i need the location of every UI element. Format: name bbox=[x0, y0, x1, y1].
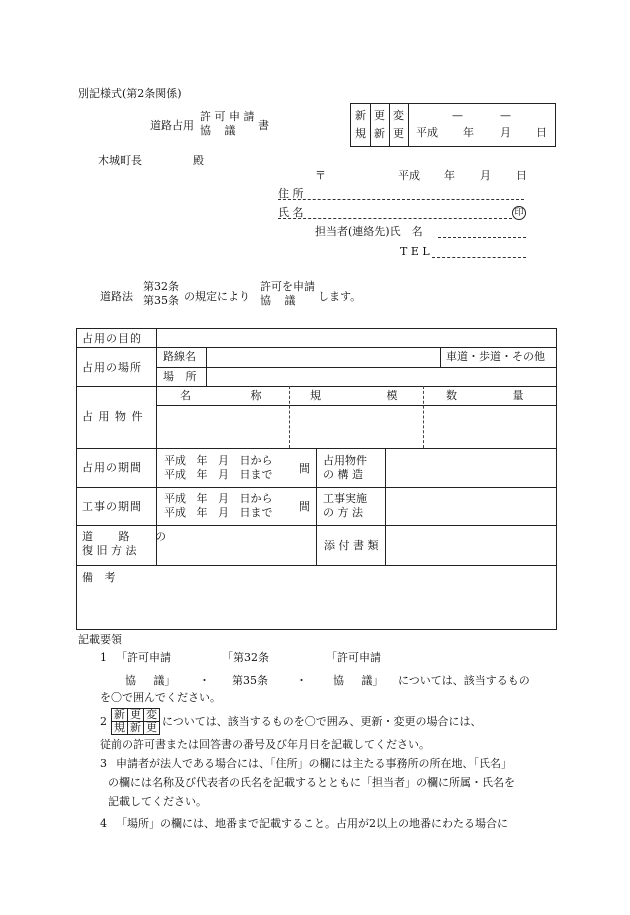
name-field[interactable] bbox=[278, 218, 512, 219]
col-scale-header: 規 模 bbox=[310, 389, 398, 402]
title-suffix: 書 bbox=[258, 119, 269, 132]
work-to: 平成 年 月 日まで bbox=[164, 506, 273, 519]
route-field[interactable] bbox=[210, 350, 436, 364]
statement-options bbox=[260, 280, 315, 308]
note-1-sep1: ・ bbox=[199, 674, 210, 687]
note-2-text: については、該当するものを〇で囲み、更新・変更の場合には、 bbox=[162, 715, 482, 728]
work-dates bbox=[164, 492, 273, 520]
address-label: 住 所 bbox=[278, 187, 304, 200]
restore-field[interactable] bbox=[160, 529, 312, 562]
work-unit: 間 bbox=[299, 500, 310, 513]
restore-label-2: 復 旧 方 法 bbox=[82, 544, 137, 557]
app-date-day: 日 bbox=[516, 169, 527, 182]
restore-label-1: 道 路 の bbox=[82, 530, 166, 543]
attach-label: 添 付 書 類 bbox=[324, 539, 379, 552]
status-date-era: 平成 bbox=[416, 126, 438, 139]
statement-middle: の規定により bbox=[184, 290, 250, 303]
note-3-line1: 申請者が法人である場合には、「住所」の欄には主たる事務所の所在地、「氏名」 bbox=[116, 757, 512, 770]
addressee-name: 木城町長 bbox=[98, 154, 142, 167]
status-dash-1: — bbox=[452, 109, 463, 122]
period-to: 平成 年 月 日まで bbox=[164, 468, 273, 481]
note-3-line3: 記載してください。 bbox=[108, 795, 207, 808]
period-from: 平成 年 月 日から bbox=[164, 454, 273, 467]
object-scale-field[interactable] bbox=[293, 408, 419, 445]
restore-label bbox=[82, 530, 166, 558]
tel-label: T E L bbox=[400, 245, 430, 258]
object-qty-field[interactable] bbox=[427, 408, 553, 445]
statement-suffix: します。 bbox=[318, 290, 362, 303]
method-label bbox=[323, 492, 367, 520]
title-options bbox=[200, 110, 255, 138]
status-cell-shin: 新 bbox=[355, 109, 366, 122]
statement-option-consult: 協 議 bbox=[260, 294, 301, 307]
structure-label-1: 占用物件 bbox=[323, 454, 367, 467]
status-date-year: 年 bbox=[463, 126, 474, 139]
col-name-header: 名 称 bbox=[180, 389, 262, 402]
note-1-b1: 「第32条 bbox=[222, 651, 269, 664]
place-field[interactable] bbox=[210, 370, 554, 384]
addressee-honorific: 殿 bbox=[193, 154, 204, 167]
purpose-label: 占用の目的 bbox=[82, 332, 142, 345]
remarks-field[interactable] bbox=[82, 586, 552, 626]
address-field[interactable] bbox=[278, 199, 524, 200]
note-2-cell-ki: 規 bbox=[112, 722, 128, 735]
road-type[interactable]: 車道・歩道・その他 bbox=[446, 350, 545, 363]
route-label: 路線名 bbox=[163, 350, 196, 363]
method-field[interactable] bbox=[389, 490, 554, 522]
period-dates bbox=[164, 454, 273, 482]
note-1-a2: 協 議」 bbox=[125, 674, 176, 687]
app-date-year: 年 bbox=[444, 169, 455, 182]
statement-article-35: 第35条 bbox=[143, 294, 179, 307]
note-1-c1: 「許可申請 bbox=[326, 651, 381, 664]
note-3-line2: の欄には名称及び代表者の氏名を記載するとともに「担当者」の欄に所属・氏名を bbox=[108, 776, 515, 789]
postal-mark: 〒 bbox=[315, 169, 326, 182]
note-2-cell-kou: 更 bbox=[128, 709, 144, 722]
period-label: 占用の期間 bbox=[82, 461, 142, 474]
period-unit: 間 bbox=[299, 462, 310, 475]
note-1-line2: を〇で囲んでください。 bbox=[100, 691, 221, 704]
place-label: 場 所 bbox=[163, 370, 201, 383]
status-cell-shin2: 新 bbox=[374, 127, 385, 140]
work-period-label: 工事の期間 bbox=[82, 500, 142, 513]
method-label-1: 工事実施 bbox=[323, 492, 367, 505]
work-from: 平成 年 月 日から bbox=[164, 492, 273, 505]
statement-article-32: 第32条 bbox=[143, 280, 179, 293]
statement-articles bbox=[143, 280, 179, 308]
note-1-sep2: ・ bbox=[296, 674, 307, 687]
remarks-label: 備 考 bbox=[82, 571, 116, 584]
note-4-num: 4 bbox=[100, 817, 107, 830]
attach-field[interactable] bbox=[389, 529, 554, 562]
title-prefix: 道路占用 bbox=[150, 119, 194, 132]
title-option-consult: 協 議 bbox=[200, 124, 241, 137]
notes-heading: 記載要領 bbox=[78, 633, 122, 646]
status-cell-kou2: 更 bbox=[393, 127, 404, 140]
method-label-2: の 方 法 bbox=[323, 506, 363, 519]
status-date-month: 月 bbox=[500, 126, 511, 139]
contact-label: 担当者(連絡先)氏 名 bbox=[315, 225, 423, 238]
note-2-cell-hen: 変 bbox=[144, 709, 160, 722]
objects-label: 占 用 物 件 bbox=[82, 410, 144, 423]
note-2-cell-kou2: 更 bbox=[144, 722, 160, 735]
object-name-field[interactable] bbox=[160, 408, 286, 445]
note-3-num: 3 bbox=[100, 757, 107, 770]
seal-mark: 印 bbox=[512, 206, 526, 220]
note-4-line1: 「場所」の欄には、地番まで記載すること。占用が2以上の地番にわたる場合に bbox=[116, 817, 508, 830]
purpose-field[interactable] bbox=[160, 332, 554, 345]
note-2-cell-shin2: 新 bbox=[128, 722, 144, 735]
app-date-month: 月 bbox=[480, 169, 491, 182]
status-dash-2: — bbox=[500, 109, 511, 122]
title-option-apply: 許 可 申 請 bbox=[200, 110, 255, 123]
statement-law: 道路法 bbox=[100, 290, 133, 303]
contact-field[interactable] bbox=[438, 237, 526, 238]
statement-option-apply: 許可を申請 bbox=[260, 280, 315, 293]
note-2-status-box bbox=[111, 708, 160, 735]
note-2-num: 2 bbox=[100, 715, 107, 728]
note-1-tail: については、該当するもの bbox=[398, 674, 530, 687]
note-1-num: 1 bbox=[100, 651, 107, 664]
structure-field[interactable] bbox=[389, 452, 554, 484]
status-date-day: 日 bbox=[536, 126, 547, 139]
col-qty-header: 数 量 bbox=[446, 389, 524, 402]
note-2-line2: 従前の許可書または回答書の番号及び年月日を記載してください。 bbox=[100, 738, 430, 751]
status-cell-hen: 変 bbox=[393, 109, 404, 122]
note-1-a1: 「許可申請 bbox=[116, 651, 171, 664]
note-1-b2: 第35条 bbox=[232, 674, 268, 687]
note-2-cell-shin: 新 bbox=[112, 709, 128, 722]
tel-field[interactable] bbox=[432, 257, 526, 258]
app-date-era: 平成 bbox=[398, 169, 420, 182]
location-label: 占用の場所 bbox=[82, 361, 142, 374]
status-cell-ki: 規 bbox=[355, 127, 366, 140]
structure-label-2: の 構 造 bbox=[323, 468, 363, 481]
structure-label bbox=[323, 454, 367, 482]
status-cell-kou: 更 bbox=[374, 109, 385, 122]
form-label: 別記様式(第2条関係) bbox=[78, 87, 182, 100]
note-1-c2: 協 議」 bbox=[333, 674, 384, 687]
name-label: 氏 名 bbox=[278, 206, 304, 219]
